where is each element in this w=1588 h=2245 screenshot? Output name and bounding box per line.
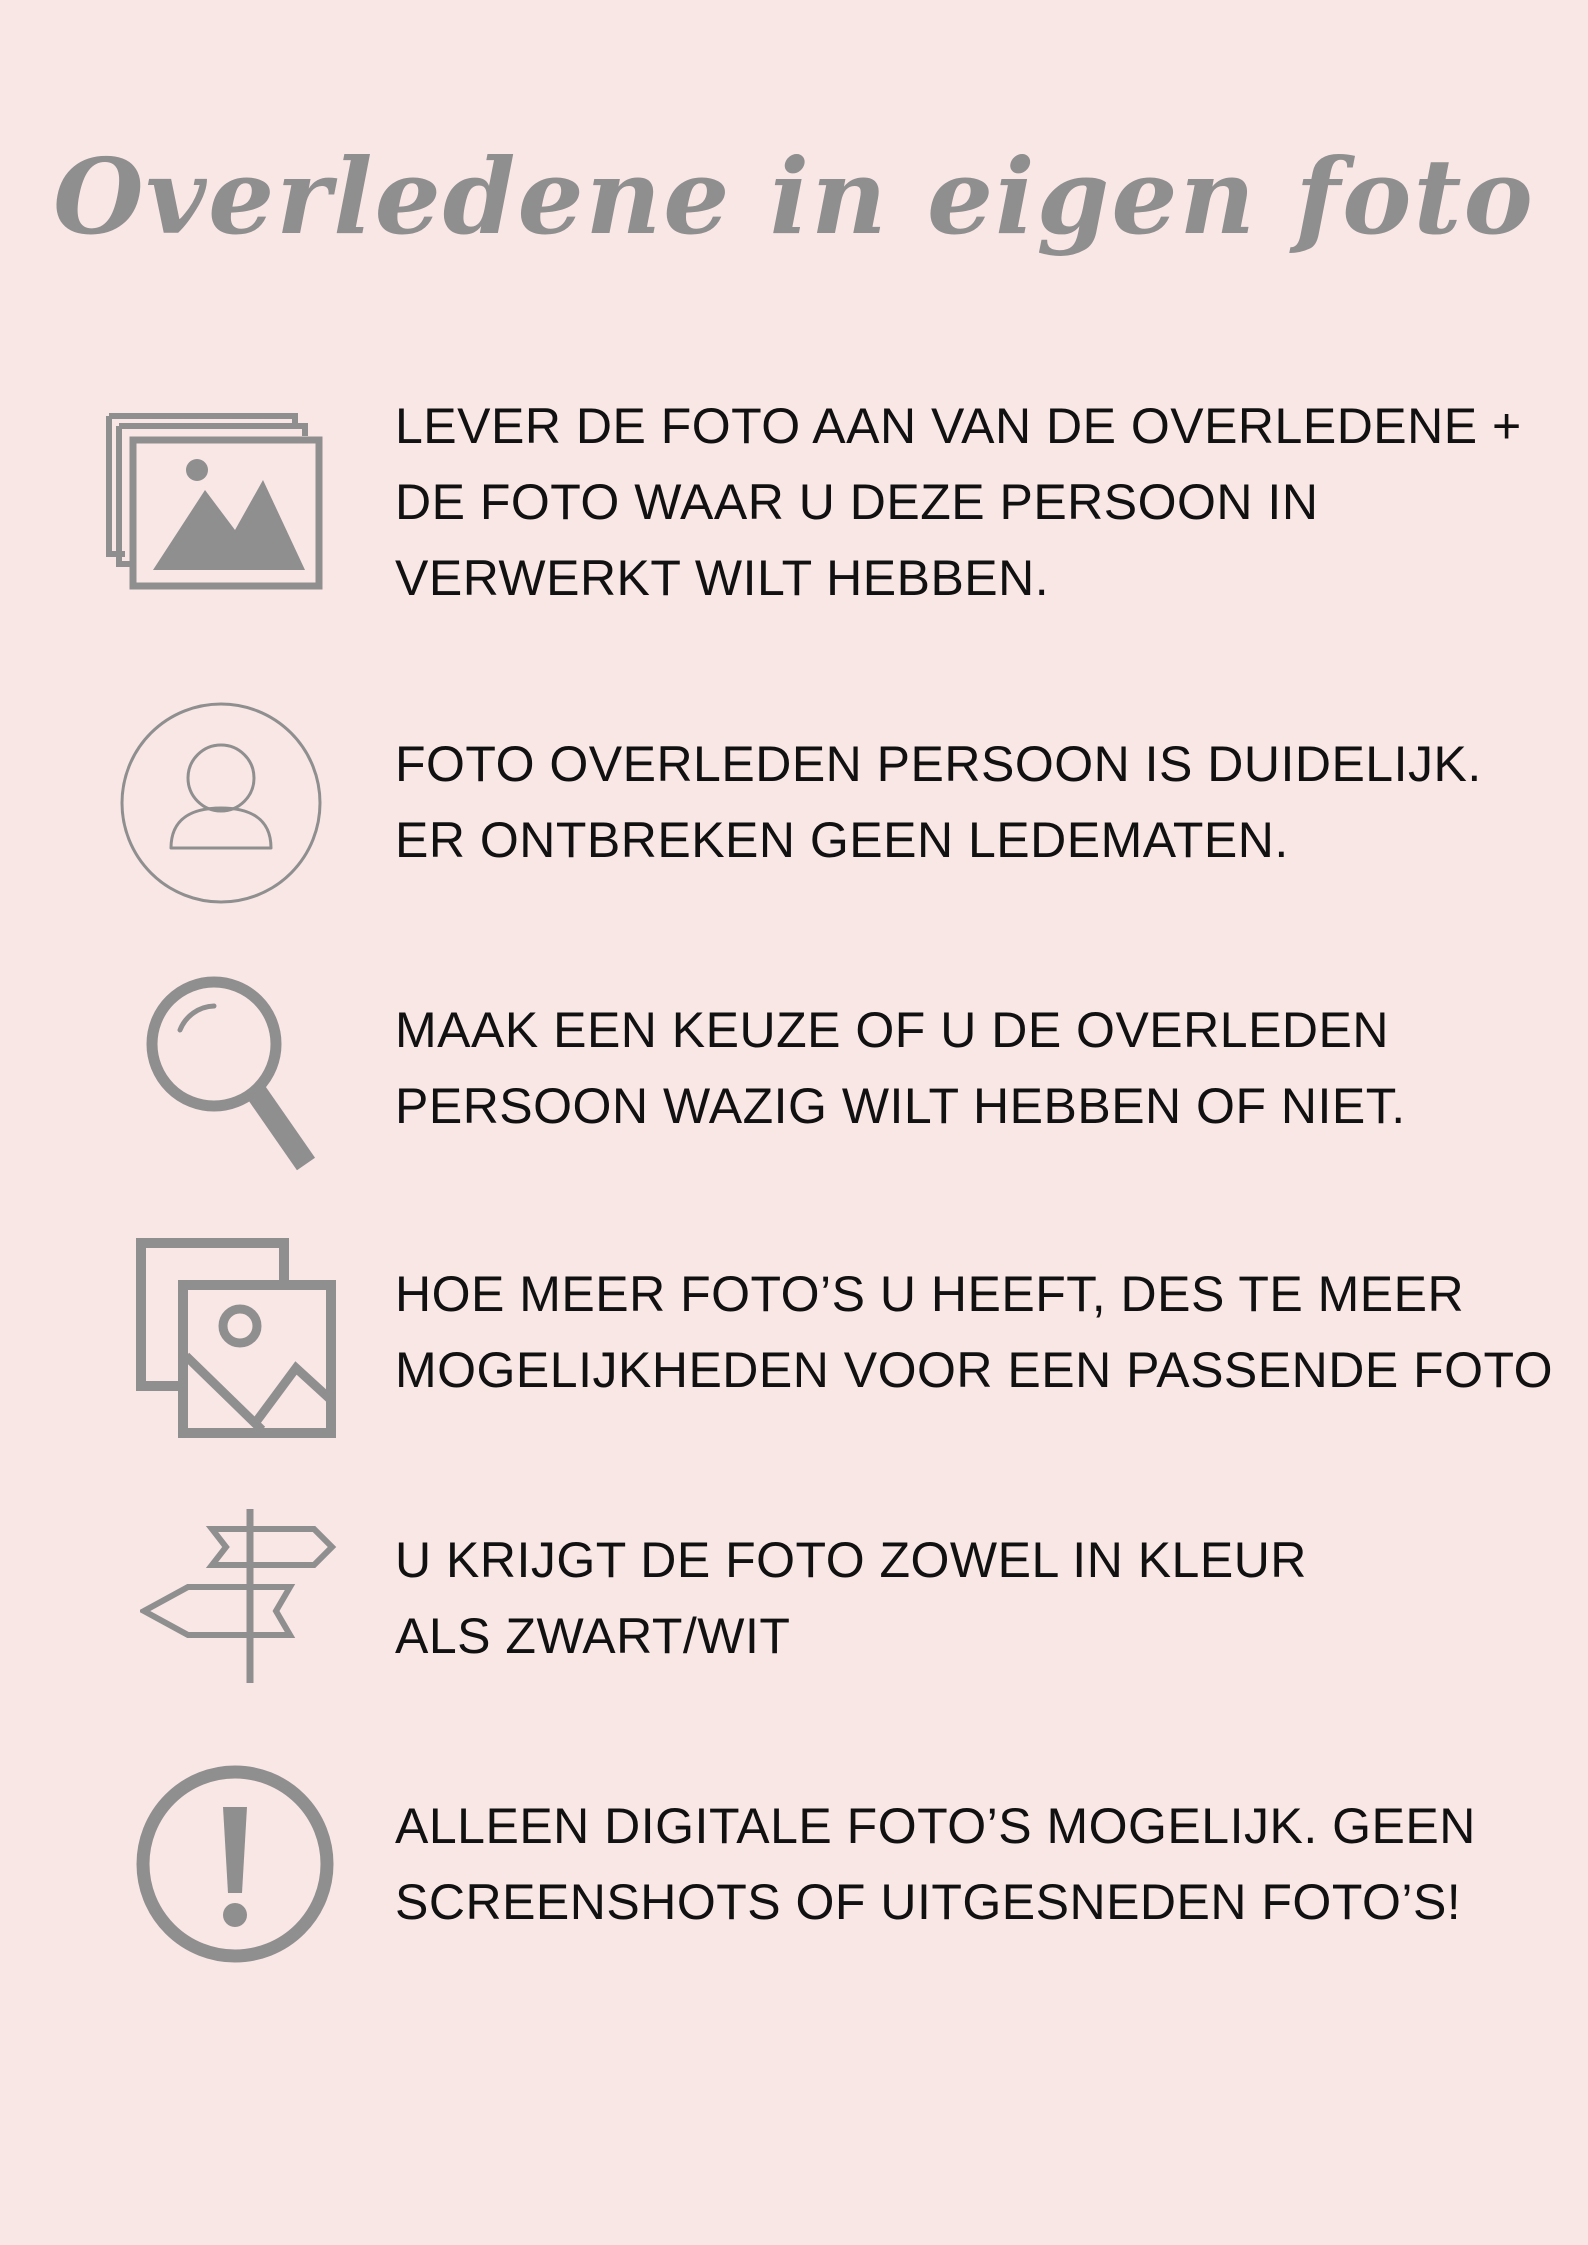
item-text-line: VERWERKT WILT HEBBEN.	[395, 550, 1050, 606]
photos-icon	[105, 412, 325, 592]
item-text-line: MAAK EEN KEUZE OF U DE OVERLEDEN	[395, 1002, 1389, 1058]
item-text-line: LEVER DE FOTO AAN VAN DE OVERLEDENE +	[395, 398, 1522, 454]
signpost-icon	[140, 1505, 340, 1687]
item-text-line: U KRIJGT DE FOTO ZOWEL IN KLEUR	[395, 1532, 1307, 1588]
exclamation-icon	[134, 1763, 336, 1965]
item-text-line: DE FOTO WAAR U DEZE PERSOON IN	[395, 474, 1319, 530]
item-text-line: SCREENSHOTS OF UITGESNEDEN FOTO’S!	[395, 1874, 1462, 1930]
item-text-line: FOTO OVERLEDEN PERSOON IS DUIDELIJK.	[395, 736, 1482, 792]
page-title: Overledene in eigen foto	[53, 135, 1535, 258]
image-frames-icon	[136, 1238, 338, 1440]
item-text-line: ALS ZWART/WIT	[395, 1608, 791, 1664]
item-text-line: ALLEEN DIGITALE FOTO’S MOGELIJK. GEEN	[395, 1798, 1476, 1854]
item-text-line: ER ONTBREKEN GEEN LEDEMATEN.	[395, 812, 1289, 868]
item-text-line: HOE MEER FOTO’S U HEEFT, DES TE MEER	[395, 1266, 1465, 1322]
person-icon	[118, 700, 324, 906]
item-text-line: MOGELIJKHEDEN VOOR EEN PASSENDE FOTO	[395, 1342, 1554, 1398]
item-text-line: PERSOON WAZIG WILT HEBBEN OF NIET.	[395, 1078, 1406, 1134]
magnifier-icon	[140, 970, 320, 1180]
